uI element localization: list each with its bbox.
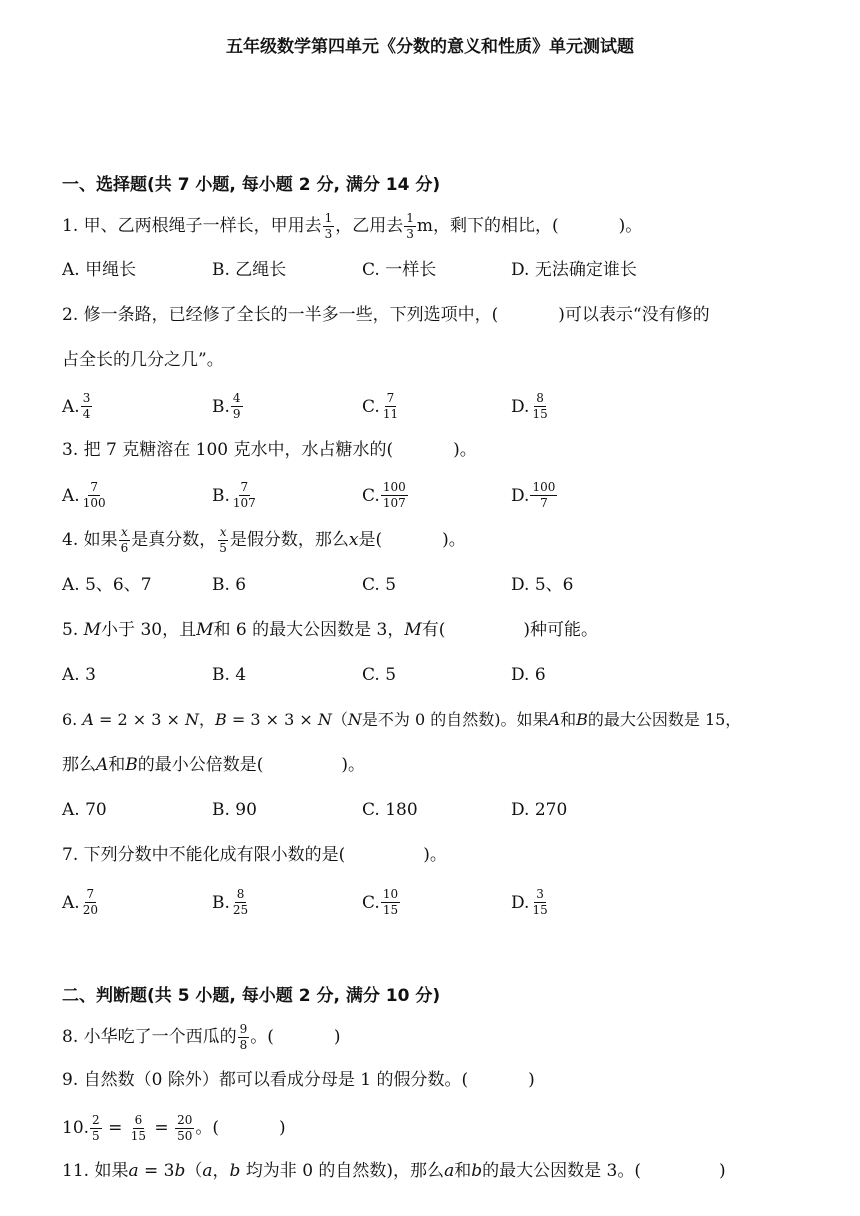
option-a[interactable]: A. 5、6、7 xyxy=(62,575,152,595)
option-a[interactable]: A. $\frac{3}{4}$ xyxy=(62,391,91,421)
question-8: 8. 小华吃了一个西瓜的 $\frac{9}{8}$ 。( ) xyxy=(62,1022,341,1052)
option-d[interactable]: D. 6 xyxy=(511,665,546,685)
question-6-options xyxy=(62,798,822,826)
question-1: 1. 甲、乙两根绳子一样长，甲用去 $\frac{1}{3}$ ，乙用去 $\frac{1}{3}$ m，剩下的相比，( )。 xyxy=(62,211,643,241)
option-b[interactable]: B. $\frac{7}{107}$ xyxy=(212,480,256,510)
option-d[interactable]: D. 270 xyxy=(511,800,568,820)
question-6-line-2: 那么A和B的最小公倍数是( )。 xyxy=(62,755,366,775)
question-4: 4. 如果 $\frac{x}{6}$ 是真分数， $\frac{x}{5}$ 是假分数，那么x是( )。 xyxy=(62,525,466,555)
option-b[interactable]: B. 乙绳长 xyxy=(212,260,287,280)
option-a[interactable]: A. 3 xyxy=(62,665,96,685)
option-d[interactable]: D. $\frac{8}{15}$ xyxy=(511,391,548,421)
question-7-options xyxy=(62,888,822,916)
question-9: 9. 自然数（0 除外）都可以看成分母是 1 的假分数。( ) xyxy=(62,1070,535,1090)
question-11: 11. 如果a = 3b（a，b 均为非 0 的自然数)，那么a和b的最大公因数是 3。( ) xyxy=(62,1161,726,1181)
option-c[interactable]: C. $\frac{10}{15}$ xyxy=(362,887,399,917)
question-6: 6. A = 2 × 3 × N，B = 3 × 3 × N（N是不为 0 的自然数)。如果A和B的最大公因数是 15， xyxy=(62,710,742,729)
option-c[interactable]: C. $\frac{100}{107}$ xyxy=(362,480,406,510)
option-d[interactable]: D. 无法确定谁长 xyxy=(511,260,637,280)
option-b[interactable]: B. 4 xyxy=(212,665,247,685)
question-4-options xyxy=(62,573,822,601)
option-b[interactable]: B. $\frac{8}{25}$ xyxy=(212,887,249,917)
fraction: $\frac{x}{6}$ xyxy=(120,525,129,555)
option-d[interactable]: D. $\frac{3}{15}$ xyxy=(511,887,548,917)
fraction: $\frac{2}{5}$ xyxy=(92,1113,100,1143)
question-3: 3. 把 7 克糖溶在 100 克水中，水占糖水的( )。 xyxy=(62,440,477,460)
question-2-line-2: 占全长的几分之几”。 xyxy=(62,350,224,370)
option-a[interactable]: A. $\frac{7}{100}$ xyxy=(62,480,106,510)
question-5-options xyxy=(62,663,822,691)
question-1-options xyxy=(62,258,822,286)
option-c[interactable]: C. 5 xyxy=(362,575,397,595)
option-a[interactable]: A. $\frac{7}{20}$ xyxy=(62,887,98,917)
fraction: $\frac{20}{50}$ xyxy=(177,1113,193,1143)
option-c[interactable]: C. $\frac{7}{11}$ xyxy=(362,391,399,421)
question-3-options xyxy=(62,481,822,509)
option-a[interactable]: A. 甲绳长 xyxy=(62,260,137,280)
option-c[interactable]: C. 5 xyxy=(362,665,397,685)
section-heading-judgement: 二、判断题(共 5 小题, 每小题 2 分, 满分 10 分) xyxy=(62,986,441,1006)
question-5: 5. M小于 30，且M和 6 的最大公因数是 3，M有( )种可能。 xyxy=(62,620,599,640)
option-d[interactable]: D. 5、6 xyxy=(511,575,574,595)
option-c[interactable]: C. 180 xyxy=(362,800,418,820)
fraction: $\frac{6}{15}$ xyxy=(130,1113,147,1143)
option-b[interactable]: B. 6 xyxy=(212,575,247,595)
fraction: $\frac{1}{3}$ xyxy=(324,211,333,241)
question-2-options xyxy=(62,392,822,420)
section-heading-choice: 一、选择题(共 7 小题, 每小题 2 分, 满分 14 分) xyxy=(62,175,441,195)
question-10: 10. $\frac{2}{5}$ = $\frac{6}{15}$ = $\frac{20}{50}$ 。( ) xyxy=(62,1113,286,1143)
fraction: $\frac{x}{5}$ xyxy=(219,525,227,555)
option-b[interactable]: B. 90 xyxy=(212,800,257,820)
fraction: $\frac{9}{8}$ xyxy=(239,1022,248,1052)
option-b[interactable]: B. $\frac{4}{9}$ xyxy=(212,391,241,421)
option-c[interactable]: C. 一样长 xyxy=(362,260,437,280)
question-7: 7. 下列分数中不能化成有限小数的是( )。 xyxy=(62,845,447,865)
option-a[interactable]: A. 70 xyxy=(62,800,107,820)
fraction: $\frac{1}{3}$ xyxy=(406,211,414,241)
question-2: 2. 修一条路，已经修了全长的一半多一些，下列选项中，( )可以表示“没有修的 xyxy=(62,305,710,325)
option-d[interactable]: D. $\frac{100}{7}$ xyxy=(511,480,556,510)
page-title: 五年级数学第四单元《分数的意义和性质》单元测试题 xyxy=(226,37,634,57)
